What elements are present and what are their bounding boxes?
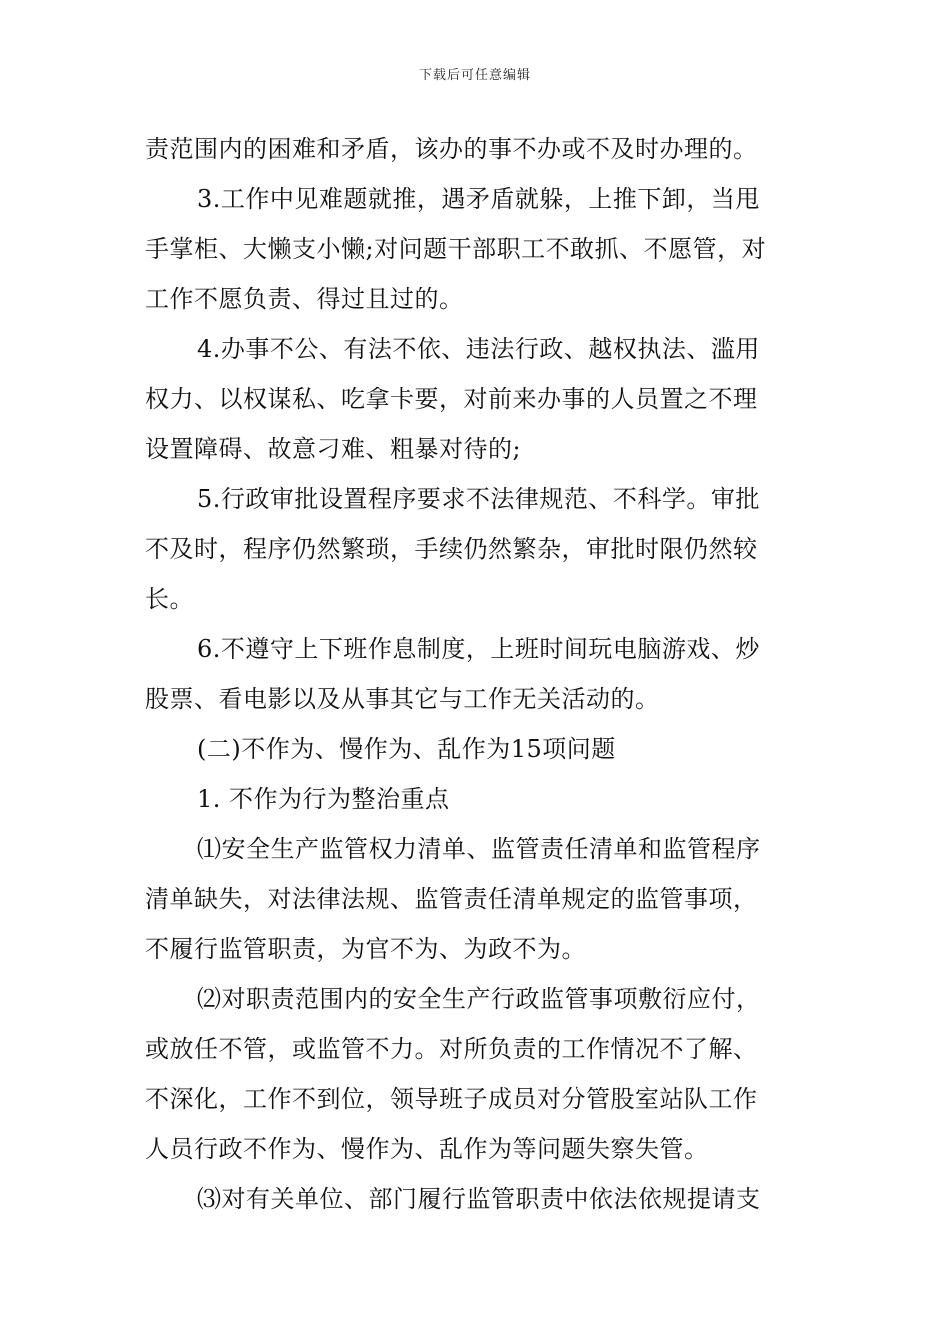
text-line: 清单缺失，对法律法规、监管责任清单规定的监管事项， [145, 885, 758, 913]
section-heading: (二)不作为、慢作为、乱作为15项问题 [197, 735, 616, 763]
text-line: 工作不愿负责、得过且过的。 [145, 285, 464, 313]
text-line: 手掌柜、大懒支小懒;对问题干部职工不敢抓、不愿管，对 [145, 235, 767, 263]
text-line: 或放任不管，或监管不力。对所负责的工作情况不了解、 [145, 1035, 758, 1063]
text-line: 3.工作中见难题就推，遇矛盾就躲，上推下卸，当甩 [197, 185, 760, 213]
text-line: 不深化，工作不到位，领导班子成员对分管股室站队工作 [145, 1085, 758, 1113]
text-line: 股票、看电影以及从事其它与工作无关活动的。 [145, 685, 660, 713]
text-line: ⑴安全生产监管权力清单、监管责任清单和监管程序 [197, 835, 761, 863]
text-line: ⑶对有关单位、部门履行监管职责中依法依规提请支 [197, 1185, 761, 1213]
document-body [145, 124, 810, 1224]
text-line: 不及时，程序仍然繁琐，手续仍然繁杂，审批时限仍然较 [145, 535, 758, 563]
text-line: 权力、以权谋私、吃拿卡要，对前来办事的人员置之不理 [145, 385, 758, 413]
text-line: ⑵对职责范围内的安全生产行政监管事项敷衍应付， [197, 985, 761, 1013]
subsection-heading: 1. 不作为行为整治重点 [197, 785, 450, 813]
text-line: 不履行监管职责，为官不为、为政不为。 [145, 935, 586, 963]
text-line: 5.行政审批设置程序要求不法律规范、不科学。审批 [197, 485, 760, 513]
text-line: 设置障碍、故意刁难、粗暴对待的; [145, 435, 522, 463]
text-line: 长。 [145, 585, 194, 613]
text-line: 6.不遵守上下班作息制度，上班时间玩电脑游戏、炒 [197, 635, 760, 663]
page-header: 下载后可任意编辑 [418, 68, 531, 83]
text-line: 责范围内的困难和矛盾，该办的事不办或不及时办理的。 [145, 135, 758, 163]
text-line: 4.办事不公、有法不依、违法行政、越权执法、滥用 [197, 335, 760, 363]
text-line: 人员行政不作为、慢作为、乱作为等问题失察失管。 [145, 1135, 709, 1163]
